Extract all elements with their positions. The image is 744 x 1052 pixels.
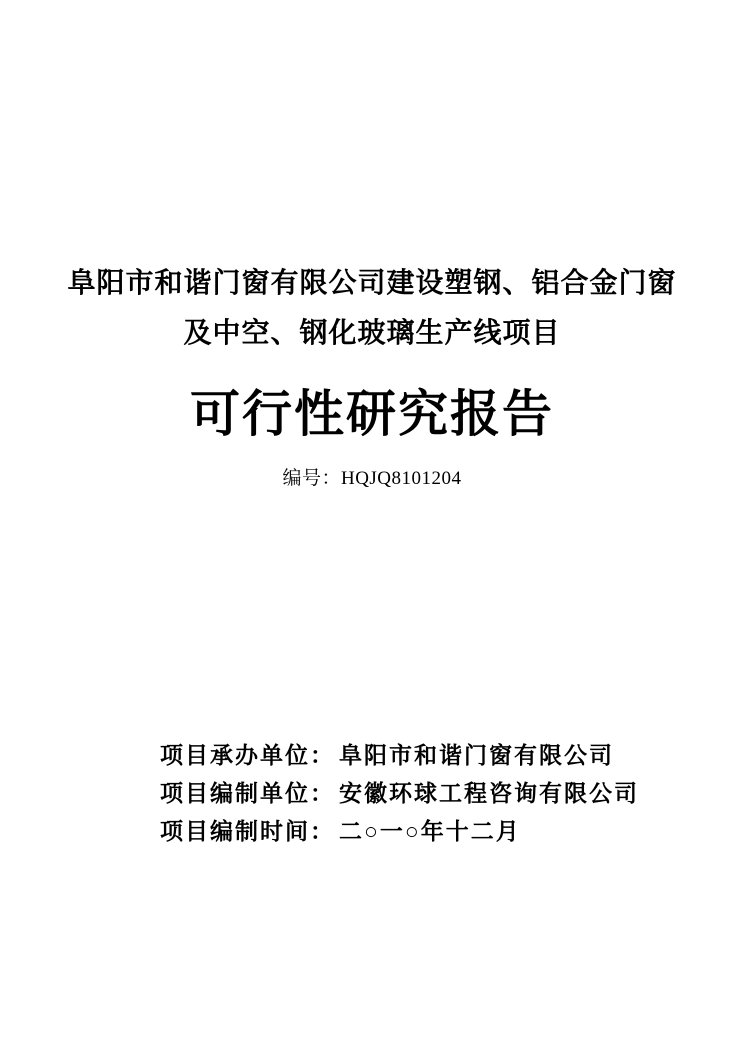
compiler-value: 安徽环球工程咨询有限公司: [339, 780, 639, 806]
undertaker-value: 阜阳市和谐门窗有限公司: [339, 742, 614, 768]
serial-number-line: [0, 463, 744, 490]
project-info-block: [160, 736, 639, 850]
report-title: 可行性研究报告: [190, 386, 554, 442]
compiler-label: 项目编制单位：: [160, 780, 335, 806]
serial-number: HQJQ8101204: [340, 468, 462, 489]
date-label: 项目编制时间：: [160, 818, 335, 844]
info-row-compiler: [160, 774, 639, 812]
info-row-date: [160, 812, 639, 850]
project-title: [0, 258, 744, 358]
project-title-line1: 阜阳市和谐门窗有限公司建设塑钢、铝合金门窗: [67, 267, 677, 298]
undertaker-label: 项目承办单位：: [160, 742, 335, 768]
project-title-line2: 及中空、钢化玻璃生产线项目: [183, 317, 561, 348]
serial-label: 编号：: [282, 468, 341, 489]
date-value: 二○一○年十二月: [339, 818, 521, 844]
info-row-undertaker: [160, 736, 639, 774]
